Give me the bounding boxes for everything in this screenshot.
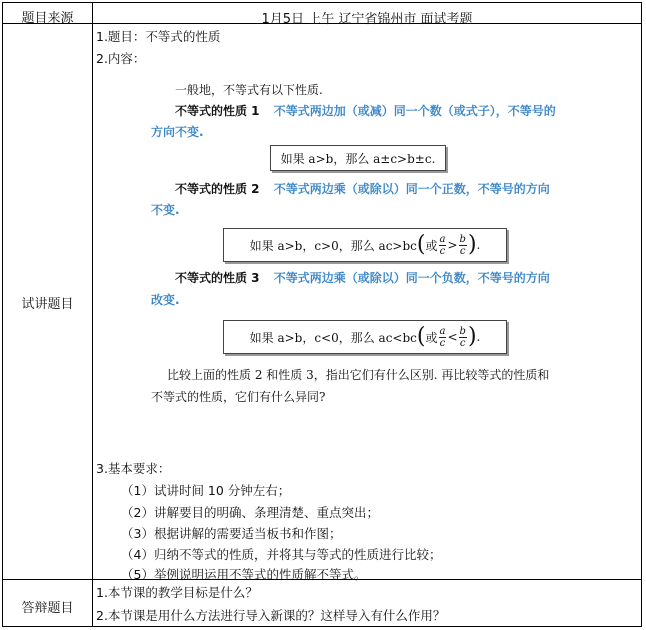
property-1 [175, 102, 556, 119]
property-2-formula-prefix: 如果 a>b，c>0，那么 ac>bc [249, 238, 417, 253]
property-3-text-cont: 改变. [151, 293, 180, 307]
property-2 [175, 180, 550, 197]
property-3-formula-or: 或 [425, 330, 438, 345]
exam-table [2, 2, 642, 627]
property-2-formula-rel: > [447, 238, 458, 252]
defense-question: 1.本节课的教学目标是什么？ [96, 585, 258, 600]
topic-line: 1.题目：不等式的性质 [96, 29, 221, 44]
requirements-label: 3.基本要求： [96, 461, 171, 476]
compare-line-2: 不等式的性质，它们有什么异同? [151, 390, 326, 404]
trial-section-label: 试讲题目 [21, 297, 74, 312]
property-3-formula: 如果 a>b，c<0，那么 ac<bc ( 或 $\frac{a}{c}$ < $\frac{b}{c}$ ) . [223, 320, 507, 354]
property-2-text-cont: 不变. [151, 203, 180, 217]
fraction-a-over-c: $\frac{a}{c}$ [439, 233, 446, 257]
defense-section-label: 答辩题目 [21, 601, 74, 616]
property-1-formula-text: 如果 a>b，那么 a±c>b±c. [280, 151, 436, 166]
property-1-text-cont: 方向不变. [151, 125, 204, 139]
property-3 [175, 269, 550, 286]
requirement-item: （3）根据讲解的需要适当板书和作图； [121, 526, 342, 541]
requirement-item: （1）试讲时间 10 分钟左右； [121, 483, 291, 498]
property-3-name: 不等式的性质 3 [175, 271, 260, 285]
fraction-b-over-c: $\frac{b}{c}$ [459, 325, 466, 349]
property-2-text: 不等式两边乘（或除以）同一个正数，不等号的方向 [273, 182, 550, 196]
property-2-name: 不等式的性质 2 [175, 182, 260, 196]
fraction-a-over-c: $\frac{a}{c}$ [439, 325, 446, 349]
intro-text: 一般地，不等式有以下性质. [175, 83, 323, 97]
content-label: 2.内容： [96, 51, 146, 66]
property-1-name: 不等式的性质 1 [175, 104, 260, 118]
compare-line-1: 比较上面的性质 2 和性质 3，指出它们有什么区别. 再比较等式的性质和 [167, 368, 550, 382]
property-1-formula [270, 145, 446, 171]
property-3-text: 不等式两边乘（或除以）同一个负数，不等号的方向 [273, 271, 550, 285]
property-2-formula: 如果 a>b，c>0，那么 ac>bc ( 或 $\frac{a}{c}$ > $\frac{b}{c}$ ) . [223, 228, 507, 262]
requirement-item: （5）举例说明运用不等式的性质解不等式。 [121, 567, 367, 582]
exam-title: 1月5日 上午 辽宁省锦州市 面试考题 [261, 12, 473, 27]
requirement-item: （4）归纳不等式的性质，并将其与等式的性质进行比较； [121, 547, 442, 562]
defense-question: 2.本节课是用什么方法进行导入新课的？这样导入有什么作用？ [96, 608, 446, 623]
property-1-text: 不等式两边加（或减）同一个数（或式子），不等号的 [273, 104, 556, 118]
requirement-item: （2）讲解要目的明确、条理清楚、重点突出； [121, 505, 379, 520]
fraction-b-over-c: $\frac{b}{c}$ [459, 233, 466, 257]
property-2-formula-or: 或 [425, 238, 438, 253]
property-3-formula-prefix: 如果 a>b，c<0，那么 ac<bc [249, 330, 417, 345]
source-label: 题目来源 [21, 11, 74, 26]
column-divider [92, 3, 93, 626]
property-3-formula-rel: < [447, 330, 458, 344]
